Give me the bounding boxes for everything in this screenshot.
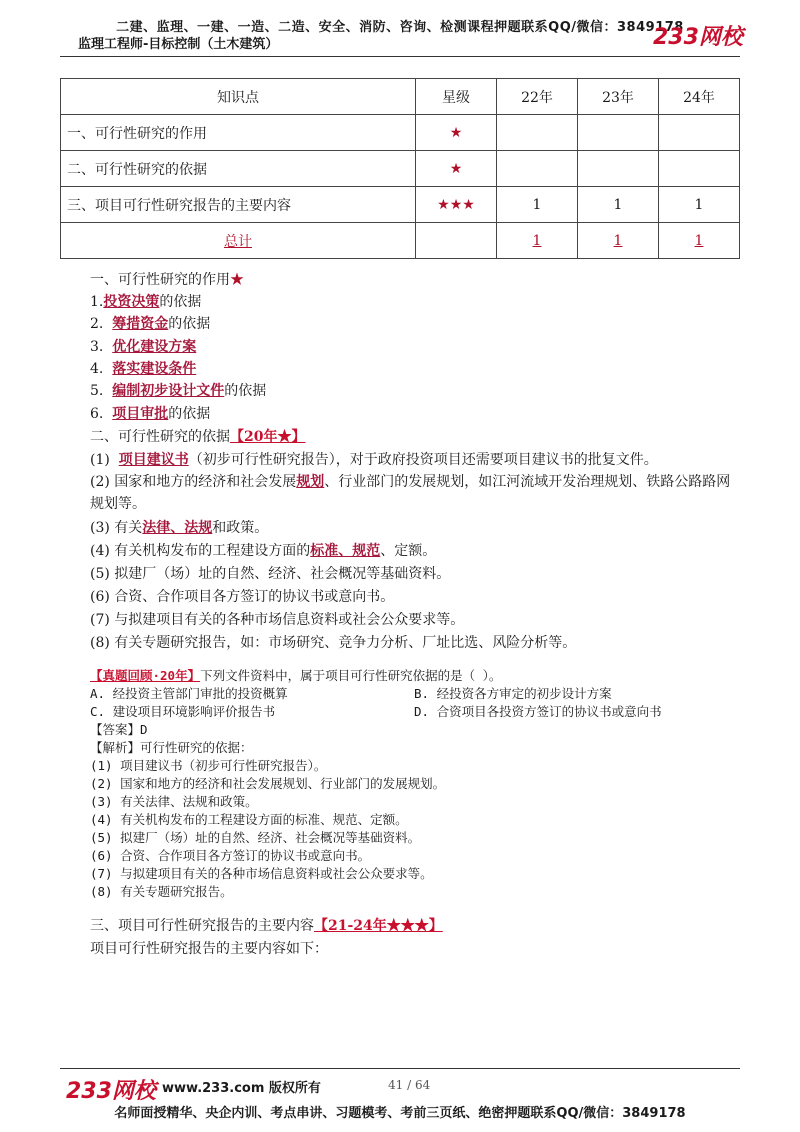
row-topic: 一、可行性研究的作用 <box>61 115 416 151</box>
analysis-item: (3) 有关法律、法规和政策。 <box>90 794 258 809</box>
item-keyword: 法律、法规 <box>142 520 213 536</box>
list-item <box>90 314 210 334</box>
item-number: (1) <box>90 452 119 468</box>
quiz-option-d: D. 合资项目各投资方签订的协议书或意向书 <box>414 704 662 719</box>
item-keyword: 落实建设条件 <box>112 361 197 377</box>
brand-logo: 233网校 <box>653 25 743 50</box>
section2-tag: 【20年★】 <box>230 429 306 445</box>
quiz-tag: 【真题回顾·20年】 <box>90 668 201 683</box>
total-stars <box>416 223 497 259</box>
section3-heading <box>90 916 443 936</box>
item-text: 的依据 <box>159 294 202 310</box>
header-stars: 星级 <box>416 79 497 115</box>
list-item <box>90 381 266 401</box>
quiz-question <box>90 666 501 686</box>
list-item: (6) 合资、合作项目各方签订的协议书或意向书。 <box>90 589 395 605</box>
quiz-option-b: B. 经投资各方审定的初步设计方案 <box>414 686 612 701</box>
list-item: (8) 有关专题研究报告，如：市场研究、竞争力分析、厂址比选、风险分析等。 <box>90 635 577 651</box>
total-label: 总计 <box>224 233 252 250</box>
list-item <box>90 450 658 470</box>
row-y22: 1 <box>497 187 578 223</box>
quiz-analysis-title: 【解析】可行性研究的依据： <box>90 740 253 755</box>
list-item <box>90 292 201 312</box>
section3-title: 三、项目可行性研究报告的主要内容 <box>90 918 314 934</box>
item-number: 4. <box>90 361 113 377</box>
header-divider <box>60 56 740 57</box>
item-number: 3. <box>90 339 113 355</box>
item-keyword: 标准、规范 <box>310 543 381 559</box>
row-y22 <box>497 115 578 151</box>
section1-heading <box>90 270 244 290</box>
item-text: 、行业部门的发展规划，如江河流域开发治理规划、铁路公路路网规划等。 <box>90 474 731 512</box>
list-item <box>90 359 196 379</box>
header-y24: 24年 <box>659 79 740 115</box>
row-stars: ★★★ <box>416 187 497 223</box>
knowledge-table <box>60 78 740 259</box>
analysis-item: (2) 国家和地方的经济和社会发展规划、行业部门的发展规划。 <box>90 776 446 791</box>
item-keyword: 优化建设方案 <box>112 339 197 355</box>
item-text: 的依据 <box>168 406 211 422</box>
list-item: (5) 拟建厂（场）址的自然、经济、社会概况等基础资料。 <box>90 566 451 582</box>
header-y23: 23年 <box>578 79 659 115</box>
table-row <box>61 115 740 151</box>
item-keyword: 项目审批 <box>112 406 169 422</box>
list-item: (7) 与拟建项目有关的各种市场信息资料或社会公众要求等。 <box>90 612 465 628</box>
row-stars: ★ <box>416 115 497 151</box>
row-y24: 1 <box>659 187 740 223</box>
item-number: 6. <box>90 406 113 422</box>
table-row <box>61 151 740 187</box>
section1-title: 一、可行性研究的作用 <box>90 272 230 288</box>
row-y24 <box>659 151 740 187</box>
footer-site: www.233.com 版权所有 <box>162 1081 321 1096</box>
header-top-text: 二建、监理、一建、一造、二造、安全、消防、咨询、检测课程押题联系QQ/微信：3849178 <box>116 20 684 35</box>
footer-divider <box>60 1068 740 1069</box>
analysis-item: (4) 有关机构发布的工程建设方面的标准、规范、定额。 <box>90 812 408 827</box>
row-y23: 1 <box>578 187 659 223</box>
analysis-item: (7) 与拟建项目有关的各种市场信息资料或社会公众要求等。 <box>90 866 433 881</box>
analysis-item: (1) 项目建议书（初步可行性研究报告）。 <box>90 758 327 773</box>
footer-logo: 233网校 <box>66 1079 156 1104</box>
row-y23 <box>578 151 659 187</box>
page-number: 41 / 64 <box>388 1078 431 1092</box>
analysis-item: (5) 拟建厂（场）址的自然、经济、社会概况等基础资料。 <box>90 830 421 845</box>
item-keyword: 项目建议书 <box>118 452 189 468</box>
total-y24: 1 <box>694 232 704 249</box>
row-topic: 二、可行性研究的依据 <box>61 151 416 187</box>
item-text: 和政策。 <box>212 520 269 536</box>
list-item <box>90 541 436 561</box>
item-keyword: 编制初步设计文件 <box>112 383 225 399</box>
table-row <box>61 187 740 223</box>
row-y23 <box>578 115 659 151</box>
section3-tag: 【21-24年★★★】 <box>314 918 443 934</box>
document-subtitle: 监理工程师-目标控制（土木建筑） <box>78 37 279 52</box>
row-stars: ★ <box>416 151 497 187</box>
header-y22: 22年 <box>497 79 578 115</box>
section3-intro: 项目可行性研究报告的主要内容如下： <box>90 941 328 957</box>
list-item <box>90 404 210 424</box>
quiz-option-c: C. 建设项目环境影响评价报告书 <box>90 704 276 719</box>
item-text: (4) 有关机构发布的工程建设方面的 <box>90 543 311 559</box>
row-y22 <box>497 151 578 187</box>
item-keyword: 筹措资金 <box>112 316 169 332</box>
quiz-option-a: A. 经投资主管部门审批的投资概算 <box>90 686 288 701</box>
footer-bottom-text: 名师面授精华、央企内训、考点串讲、习题模考、考前三页纸、绝密押题联系QQ/微信：3849178 <box>114 1106 686 1121</box>
table-header-row <box>61 79 740 115</box>
total-y22: 1 <box>532 232 542 249</box>
item-text: (3) 有关 <box>90 520 143 536</box>
analysis-item: (8) 有关专题研究报告。 <box>90 884 233 899</box>
total-y23: 1 <box>613 232 623 249</box>
item-keyword: 规划 <box>296 474 325 490</box>
quiz-question-text: 下列文件资料中，属于项目可行性研究依据的是（ ）。 <box>200 668 502 683</box>
item-text: 、定额。 <box>380 543 437 559</box>
item-number: 5. <box>90 383 113 399</box>
list-item <box>90 471 735 515</box>
star-icon: ★ <box>230 272 244 288</box>
header-topic: 知识点 <box>61 79 416 115</box>
row-topic: 三、项目可行性研究报告的主要内容 <box>61 187 416 223</box>
item-number: 1. <box>90 294 104 310</box>
item-text: （初步可行性研究报告），对于政府投资项目还需要项目建议书的批复文件。 <box>188 452 658 468</box>
item-text: 的依据 <box>168 316 211 332</box>
item-text: (2) 国家和地方的经济和社会发展 <box>90 474 297 490</box>
analysis-item: (6) 合资、合作项目各方签订的协议书或意向书。 <box>90 848 371 863</box>
table-total-row <box>61 223 740 259</box>
row-y24 <box>659 115 740 151</box>
item-number: 2. <box>90 316 113 332</box>
section2-heading <box>90 427 305 447</box>
item-text: 的依据 <box>224 383 267 399</box>
quiz-answer: 【答案】D <box>90 722 148 737</box>
section2-title: 二、可行性研究的依据 <box>90 429 230 445</box>
item-keyword: 投资决策 <box>103 294 160 310</box>
list-item <box>90 518 268 538</box>
list-item <box>90 337 196 357</box>
